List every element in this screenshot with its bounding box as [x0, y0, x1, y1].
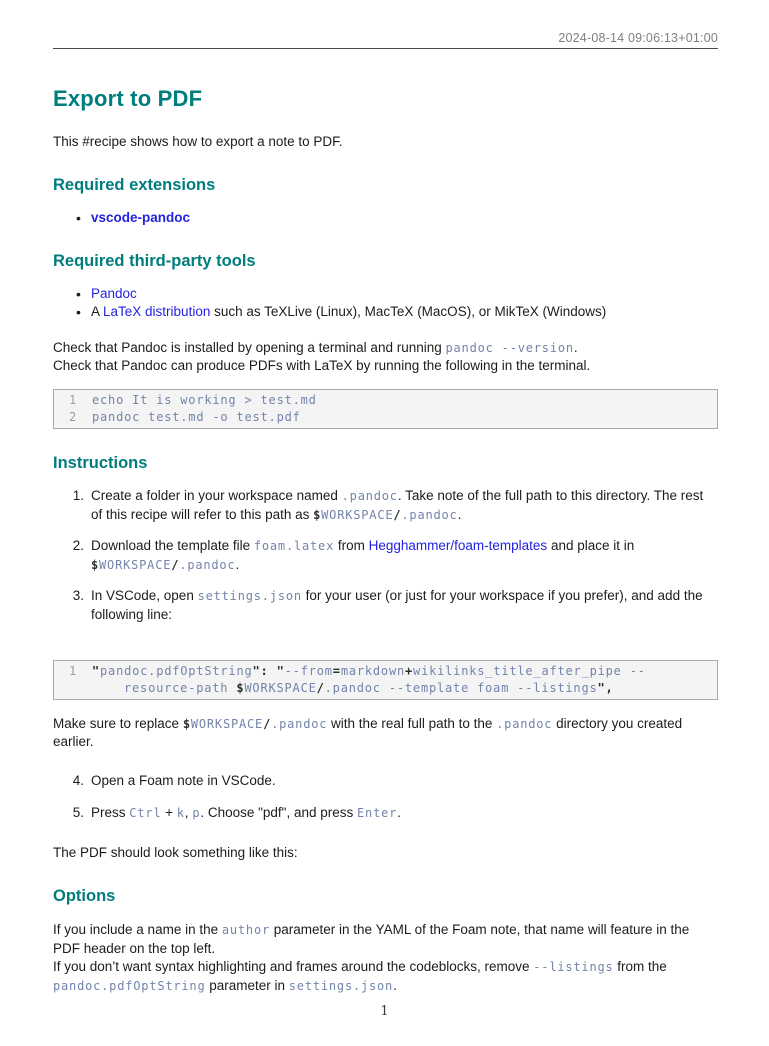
code-text: pandoc test.md -o test.pdf	[92, 410, 301, 424]
step-text: In VSCode, open settings.json for your user (or just for your workspace if you prefer), and add the following line:	[91, 588, 703, 622]
code-symbol: =	[332, 664, 341, 678]
instruction-step	[53, 804, 718, 823]
code-block-settings-json	[53, 660, 718, 700]
code-symbol: +	[405, 664, 414, 678]
instruction-step	[53, 587, 718, 624]
page-footer	[0, 1004, 769, 1019]
check-pandoc-paragraph: Check that Pandoc is installed by opening a terminal and running pandoc --version. Check that Pandoc can produce PDFs with LaTeX by running the following in the terminal.	[53, 340, 591, 373]
code-symbol: "	[276, 664, 285, 678]
code-text: resource-path $WORKSPACE/.pandoc --template foam --listings",	[124, 681, 614, 695]
code-symbol: /	[316, 681, 325, 695]
section-heading-required-tools: Required third-party tools	[53, 252, 256, 270]
header-date: 2024-08-14 09:06:13+01:00	[558, 31, 718, 45]
hyperlink[interactable]: LaTeX distribution	[103, 304, 211, 319]
code-symbol: $	[313, 507, 322, 522]
inline-code: --listings	[533, 960, 614, 974]
page-number: 1	[380, 1004, 389, 1019]
code-line	[54, 680, 713, 697]
code-symbol: /	[263, 717, 272, 731]
inline-code: Ctrl	[129, 805, 162, 820]
line-number	[54, 680, 77, 697]
inline-code: $WORKSPACE/.pandoc	[313, 507, 458, 522]
code-line	[54, 663, 713, 680]
instruction-step	[53, 537, 718, 574]
code-symbol: /	[393, 507, 402, 522]
code-text: echo It is working > test.md	[92, 393, 317, 407]
list-item	[53, 209, 718, 227]
code-symbol: $	[91, 557, 100, 572]
section-heading-options: Options	[53, 887, 116, 905]
code-symbol: "	[597, 681, 606, 695]
instruction-step	[53, 772, 718, 791]
header-rule	[53, 48, 718, 49]
instructions-list-continued	[53, 772, 718, 822]
hyperlink[interactable]: Pandoc	[91, 286, 137, 301]
inline-code: $WORKSPACE/.pandoc	[91, 557, 236, 572]
line-number: 1	[68, 664, 77, 678]
inline-code: pandoc --version	[445, 341, 574, 355]
make-sure-paragraph: Make sure to replace $WORKSPACE/.pandoc with the real full path to the .pandoc directory you created earlier.	[53, 716, 683, 749]
step-text: Press Ctrl + k, p. Choose "pdf", and press Enter.	[91, 804, 401, 820]
hyperlink[interactable]: vscode-pandoc	[91, 210, 191, 225]
code-symbol: "	[252, 664, 261, 678]
instruction-step	[53, 487, 718, 524]
step-text: Open a Foam note in VSCode.	[91, 773, 276, 788]
inline-code: p	[192, 805, 201, 820]
code-symbol: $	[236, 681, 245, 695]
pdf-result-paragraph: The PDF should look something like this:	[53, 845, 298, 860]
inline-code: .pandoc	[341, 489, 398, 503]
code-symbol: :	[260, 664, 269, 678]
inline-code: Enter	[357, 805, 398, 820]
code-symbol: /	[171, 557, 180, 572]
list-item: • A LaTeX distribution such as TeXLive (Linux), MacTeX (MacOS), or MikTeX (Windows)	[53, 303, 718, 321]
step-number: 4.	[72, 773, 84, 788]
inline-code: foam.latex	[253, 539, 335, 553]
section-heading-instructions: Instructions	[53, 454, 148, 472]
document-title: Export to PDF	[53, 86, 203, 111]
inline-code: k	[176, 805, 185, 820]
inline-code: pandoc.pdfOptString	[53, 978, 206, 993]
section-heading-required-extensions: Required extensions	[53, 176, 216, 194]
hyperlink[interactable]: Hegghammer/foam-templates	[368, 538, 548, 553]
step-text: Create a folder in your workspace named .pandoc. Take note of the full path to this directory. The rest of this recipe will refer to this path as $WORKSPACE/.pandoc.	[91, 488, 704, 522]
code-symbol: $	[182, 717, 191, 731]
inline-code: .pandoc	[496, 717, 553, 731]
instructions-list	[53, 487, 718, 624]
step-number: 3.	[72, 588, 84, 603]
inline-code: $WORKSPACE/.pandoc	[182, 717, 328, 731]
inline-code: settings.json	[197, 589, 302, 603]
step-number: 2.	[72, 538, 84, 553]
code-symbol: "	[92, 664, 101, 678]
step-number: 1.	[72, 488, 84, 503]
line-number: 1	[68, 393, 77, 407]
options-paragraph: If you include a name in the author parameter in the YAML of the Foam note, that name will feature in the PDF header on the top left. If you don’t want syntax highlighting and frames around the codeblocks, remove --listings from the pandoc.pdfOptString parameter in settings.json.	[53, 922, 690, 993]
line-number: 2	[68, 410, 77, 424]
page-header	[53, 0, 718, 49]
list-item	[53, 285, 718, 303]
code-block-terminal-test	[53, 389, 718, 429]
required-tools-list	[53, 285, 718, 321]
code-line	[54, 409, 713, 426]
code-text: "pandoc.pdfOptString": "--from=markdown+wikilinks_title_after_pipe --	[92, 664, 646, 678]
code-symbol: ,	[605, 681, 614, 695]
required-extensions-list	[53, 209, 718, 227]
step-text: Download the template file foam.latex from Hegghammer/foam-templates and place it in $WORKSPACE/.pandoc.	[91, 538, 635, 572]
inline-code: settings.json	[288, 978, 394, 993]
step-number: 5.	[72, 804, 84, 820]
intro-paragraph: This #recipe shows how to export a note to PDF.	[53, 134, 343, 149]
inline-code: author	[221, 923, 271, 937]
code-line	[54, 392, 713, 409]
